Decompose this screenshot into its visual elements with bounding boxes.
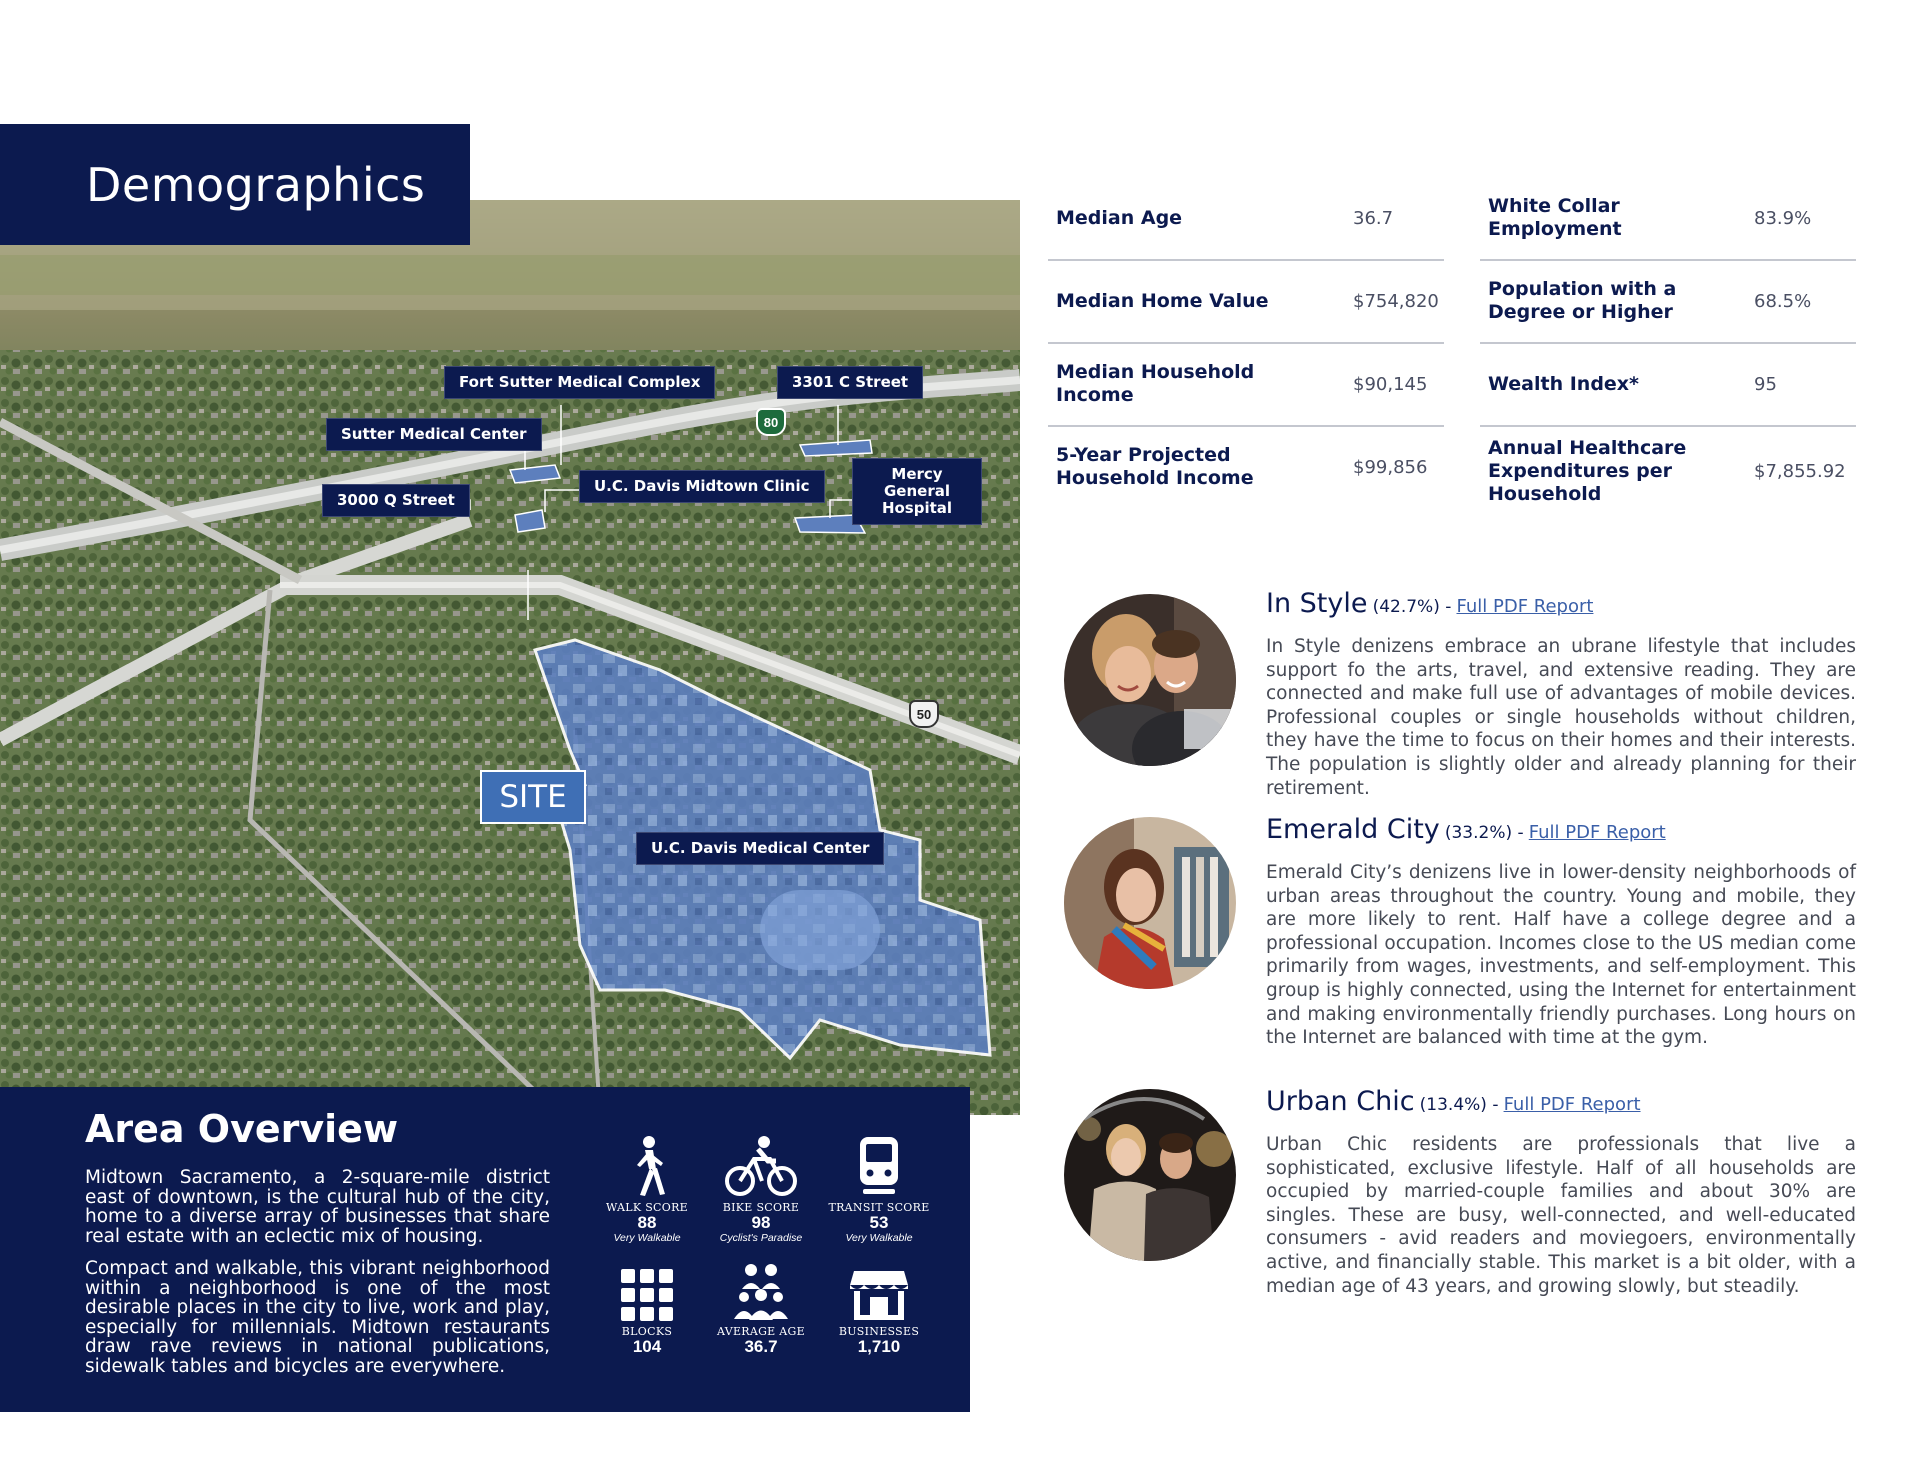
stat-value: 36.7 — [744, 1337, 778, 1356]
stat-value: 68.5% — [1754, 290, 1812, 312]
stat-value: 83.9% — [1754, 207, 1812, 229]
area-overview-paragraph: Compact and walkable, this vibrant neighborhood within a neighborhood is one of the most desirable places in the city to live, work and play, especially for millennials. Midtown restaurants draw rave reviews in national publications, sidewalk tables and bicycles are everywhere. — [85, 1258, 550, 1377]
couple-photo-icon — [1064, 594, 1236, 766]
stat-row — [1048, 177, 1444, 261]
businesses-stat — [814, 1255, 944, 1356]
map-label-3301-c-street: 3301 C Street — [777, 366, 923, 399]
urban-chic-photo — [1064, 1089, 1236, 1261]
stat-label: White Collar Employment — [1488, 195, 1622, 240]
people-group-icon — [734, 1263, 788, 1321]
stat-label: Median Home Value — [1056, 289, 1269, 312]
segment-heading — [1266, 588, 1593, 619]
stat-label: Median Age — [1056, 206, 1183, 229]
score-label: WALK SCORE — [605, 1201, 688, 1214]
emerald-city-report-link[interactable]: Full PDF Report — [1528, 822, 1666, 843]
stat-label: 5-Year Projected Household Income — [1056, 444, 1254, 489]
segment-heading — [1266, 1086, 1641, 1117]
segment-percent: (33.2%) - — [1444, 823, 1524, 843]
segment-description: Emerald City’s denizens live in lower-density neighborhoods of urban areas throughout the country. Young and mobile, they are more likely to rent. Half have a college degree and a professional occupation. Incomes close to the US median come primarily from wages, investments, and self-employment. This group is highly connected, using the Internet for entertainment and making environmentally friendly purchases. Long hours on the Internet are balanced with time at the gym. — [1266, 862, 1856, 1049]
segment-percent: (13.4%) - — [1419, 1095, 1499, 1115]
in-style-report-link[interactable]: Full PDF Report — [1456, 596, 1594, 617]
stat-value: 104 — [632, 1337, 662, 1356]
segment-name: Urban Chic — [1266, 1086, 1415, 1117]
stat-value: $90,145 — [1353, 373, 1428, 395]
cyclist-icon — [724, 1135, 798, 1197]
stat-value: 36.7 — [1353, 207, 1394, 229]
in-style-photo — [1064, 594, 1236, 766]
storefront-icon — [850, 1269, 908, 1321]
score-label: BIKE SCORE — [722, 1201, 800, 1214]
segment-name: Emerald City — [1266, 814, 1440, 845]
aerial-map — [0, 200, 1020, 1115]
stat-label: Population with a Degree or Higher — [1488, 278, 1677, 323]
map-label-sutter-medical: Sutter Medical Center — [326, 418, 542, 451]
area-overview-panel — [0, 1087, 970, 1412]
walking-person-icon — [627, 1135, 667, 1197]
urban-chic-report-link[interactable]: Full PDF Report — [1503, 1094, 1641, 1115]
stat-label: Wealth Index* — [1488, 372, 1639, 395]
page-title: Demographics — [86, 158, 426, 212]
stat-value: 1,710 — [857, 1337, 901, 1356]
map-label-ucd-midtown-clinic: U.C. Davis Midtown Clinic — [579, 470, 825, 503]
score-description: Very Walkable — [845, 1232, 913, 1244]
map-label-fort-sutter: Fort Sutter Medical Complex — [444, 366, 715, 399]
bike-score — [696, 1131, 826, 1244]
score-value: 88 — [637, 1213, 657, 1232]
score-value: 98 — [751, 1213, 771, 1232]
couple-umbrella-photo-icon — [1064, 1089, 1236, 1261]
stat-row — [1048, 343, 1444, 427]
stat-row — [1048, 260, 1444, 344]
us-50-shield-icon: 50 — [909, 700, 939, 728]
walk-score — [582, 1131, 712, 1244]
segment-heading — [1266, 814, 1666, 845]
stat-label: BLOCKS — [621, 1325, 673, 1338]
stat-label: Median Household Income — [1056, 361, 1255, 406]
blocks-grid-icon — [621, 1269, 673, 1321]
blocks-stat — [582, 1255, 712, 1356]
score-description: Very Walkable — [613, 1232, 681, 1244]
map-label-3000-q-street: 3000 Q Street — [322, 484, 470, 517]
score-label: TRANSIT SCORE — [828, 1201, 930, 1214]
stat-row — [1480, 426, 1856, 516]
segment-description: Urban Chic residents are professionals that live a sophisticated, exclusive lifestyle. Half of all households are occupied by married-couple families and about 30% are singles. These are busy, well-connected, and well-educated consumers - avid readers and moviegoers, environmentally active, and financially stable. This market is a bit older, with a median age of 43 years, and growing slowly, but steadily. — [1266, 1134, 1856, 1297]
score-value: 53 — [869, 1213, 889, 1232]
stat-row — [1480, 343, 1856, 427]
score-description: Cyclist's Paradise — [719, 1232, 803, 1244]
map-label-ucd-medical-center: U.C. Davis Medical Center — [636, 832, 884, 865]
stat-value: 95 — [1754, 373, 1777, 395]
site-label: SITE — [480, 770, 586, 824]
map-label-mercy-general: Mercy General Hospital — [852, 458, 982, 525]
stat-label: BUSINESSES — [838, 1325, 920, 1338]
stat-value: $754,820 — [1353, 290, 1439, 312]
segment-percent: (42.7%) - — [1372, 597, 1452, 617]
interstate-80-shield-icon: 80 — [756, 408, 786, 436]
stat-label: Annual Healthcare Expenditures per Household — [1488, 436, 1687, 505]
stat-row — [1480, 177, 1856, 261]
stat-row — [1480, 260, 1856, 344]
stat-value: $99,856 — [1353, 456, 1428, 478]
train-icon — [857, 1135, 901, 1197]
average-age-stat — [696, 1255, 826, 1356]
stat-label: AVERAGE AGE — [717, 1325, 805, 1338]
page-title-band — [0, 124, 470, 245]
area-overview-paragraph: Midtown Sacramento, a 2-square-mile district east of downtown, is the cultural hub of the city, home to a diverse array of businesses that share real estate with an eclectic mix of housing. — [85, 1167, 550, 1247]
segment-name: In Style — [1266, 588, 1368, 619]
emerald-city-photo — [1064, 817, 1236, 989]
segment-description: In Style denizens embrace an ubrane lifestyle that includes support fo the arts, travel, and extensive reading. They are connected and make full use of advantages of mobile devices. Professional couples or single households without children, they have the time to focus on their homes and their interests. The population is slightly older and already planning for their retirement. — [1266, 636, 1856, 799]
stat-row — [1048, 426, 1444, 508]
area-overview-title: Area Overview — [85, 1107, 399, 1151]
transit-score — [814, 1131, 944, 1244]
stat-value: $7,855.92 — [1754, 460, 1846, 482]
woman-browsing-photo-icon — [1064, 817, 1236, 989]
aerial-map-image — [0, 200, 1020, 1115]
